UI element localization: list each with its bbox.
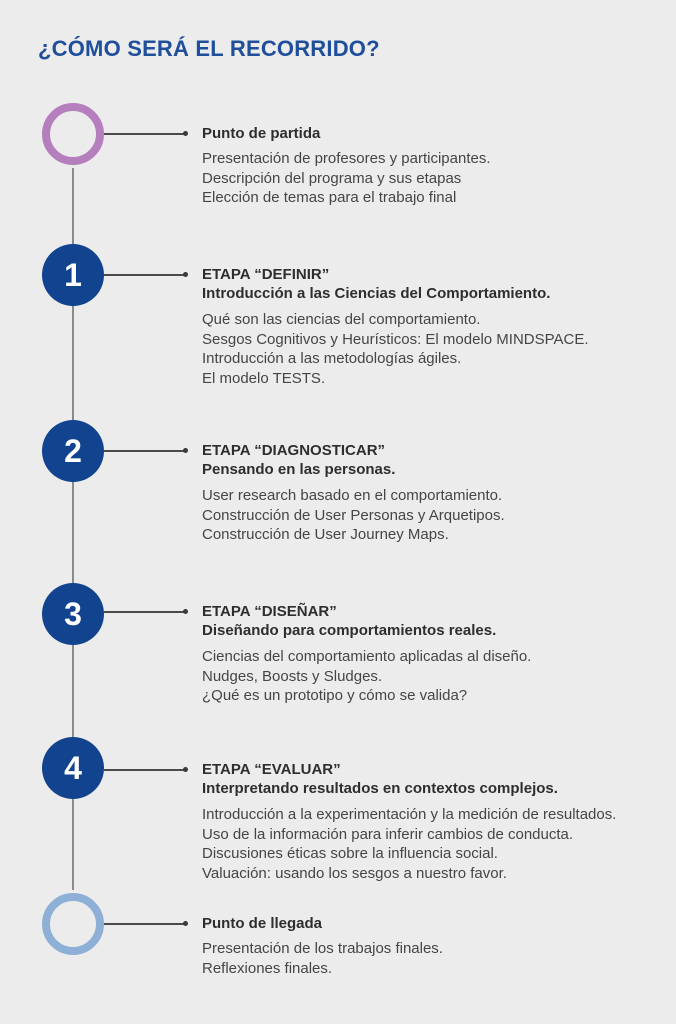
- stage-definir: [202, 265, 672, 388]
- stage-subheading: Introducción a las Ciencias del Comportamiento.: [202, 285, 551, 302]
- list-item: ¿Qué es un prototipo y cómo se valida?: [202, 687, 468, 704]
- stage-lines: [202, 310, 672, 388]
- stage-lines: [202, 486, 672, 545]
- stage-lines: [202, 805, 672, 883]
- stage-heading: ETAPA “DISEÑAR”: [202, 603, 337, 620]
- end-ring-icon: [42, 893, 104, 955]
- stage-heading: ETAPA “EVALUAR”: [202, 761, 341, 778]
- list-item: Presentación de profesores y participantes.: [202, 150, 491, 167]
- connector: [104, 923, 186, 925]
- stage-subheading: Diseñando para comportamientos reales.: [202, 622, 497, 639]
- stage-subheading: Pensando en las personas.: [202, 461, 396, 478]
- list-item: Reflexiones finales.: [202, 959, 333, 977]
- stage-number-badge: 3: [42, 583, 104, 645]
- connector: [104, 133, 186, 135]
- list-item: Sesgos Cognitivos y Heurísticos: El modelo MINDSPACE.: [202, 330, 589, 348]
- stage-heading: Punto de partida: [202, 125, 321, 142]
- stage-lines: [202, 939, 672, 978]
- list-item: Nudges, Boosts y Sludges.: [202, 667, 383, 685]
- list-item: Elección de temas para el trabajo final: [202, 189, 457, 206]
- list-item: Valuación: usando los sesgos a nuestro favor.: [202, 864, 507, 882]
- stage-heading: Punto de llegada: [202, 915, 323, 932]
- stage-number-badge: 2: [42, 420, 104, 482]
- connector: [104, 611, 186, 613]
- list-item: Introducción a la experimentación y la medición de resultados.: [202, 806, 617, 823]
- list-item: Qué son las ciencias del comportamiento.: [202, 311, 481, 328]
- list-item: Discusiones éticas sobre la influencia social.: [202, 845, 498, 862]
- stage-number-badge: 4: [42, 737, 104, 799]
- connector: [104, 450, 186, 452]
- stage-diagnosticar: [202, 441, 672, 545]
- stage-end: [202, 914, 672, 978]
- list-item: Ciencias del comportamiento aplicadas al diseño.: [202, 648, 532, 665]
- stage-lines: [202, 149, 672, 208]
- list-item: Presentación de los trabajos finales.: [202, 940, 443, 957]
- list-item: Uso de la información para inferir cambios de conducta.: [202, 825, 574, 843]
- list-item: Descripción del programa y sus etapas: [202, 169, 462, 187]
- start-ring-icon: [42, 103, 104, 165]
- list-item: Construcción de User Journey Maps.: [202, 526, 449, 543]
- stage-lines: [202, 647, 672, 706]
- stage-start: [202, 124, 672, 208]
- list-item: El modelo TESTS.: [202, 369, 326, 387]
- list-item: Introducción a las metodologías ágiles.: [202, 350, 462, 367]
- list-item: Construcción de User Personas y Arquetipos.: [202, 506, 505, 524]
- stage-disenar: [202, 602, 672, 706]
- connector: [104, 769, 186, 771]
- stage-heading: ETAPA “DIAGNOSTICAR”: [202, 442, 386, 459]
- list-item: User research basado en el comportamiento.: [202, 487, 503, 504]
- stage-subheading: Interpretando resultados en contextos complejos.: [202, 780, 558, 797]
- stage-evaluar: [202, 760, 672, 883]
- connector: [104, 274, 186, 276]
- stage-number-badge: 1: [42, 244, 104, 306]
- stage-heading: ETAPA “DEFINIR”: [202, 266, 330, 283]
- page-title: ¿CÓMO SERÁ EL RECORRIDO?: [38, 36, 380, 61]
